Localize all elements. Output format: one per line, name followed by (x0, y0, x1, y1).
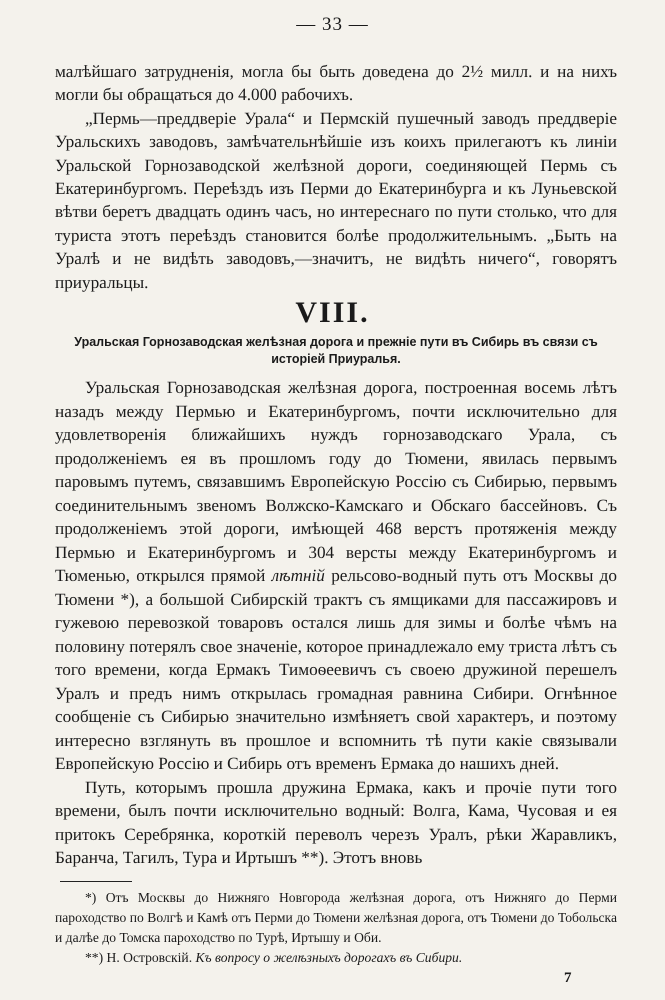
section-heading: VIII. (295, 296, 370, 329)
ermak-route-paragraph: Путь, которымъ прошла дружина Ермака, какъ и прочіе пути того времени, былъ почти исключительно водный: Волга, Кама, Чусовая и ея притокъ Серебрянка, короткій переволъ черезъ Уралъ, рѣки Жаравликъ, Баранча, Тагилъ, Тура и Иртышъ **). Этотъ вновь (55, 777, 617, 867)
intro-block (55, 60, 617, 294)
footnote-2-author: **) Н. Островскій. (85, 950, 193, 965)
railway-text-italic: лѣтній (271, 566, 325, 585)
railway-text-part2: рельсово-водный путь отъ Москвы до Тюмени *), а большой Сибирскій трактъ съ ямщиками для пассажировъ и гужевою перевозкой товаровъ остался лишь для зимы и болѣе чѣмъ на половину потерялъ свое значеніе, которое принадлежало ему триста лѣтъ съ того времени, когда Ермакъ Тимоѳеевичъ съ своею дружиной перешелъ Уралъ и предъ нимъ открылась громадная равнина Сибири. Огнѣнное сообщеніе съ Сибирью значительно измѣняетъ свой характеръ, и поэтому интересно взглянуть въ прошлое и вспомнить тѣ пути какіе связывали Европейскую Россію и Сибирь отъ временъ Ермака до нашихъ дней. (55, 566, 618, 773)
railway-paragraph (55, 376, 617, 776)
perm-paragraph: „Пермь—преддверіе Урала“ и Пермскій пушечный заводъ преддверіе Уральскихъ заводовъ, замѣчательнѣйшіе изъ коихъ прилегаютъ къ линіи Уральской Горнозаводской желѣзной дороги, соединяющей Пермь съ Екатеринбургомъ. Переѣздъ изъ Перми до Екатеринбурга и къ Луньевской вѣтви беретъ двадцать одинъ часъ, но интереснаго по пути столько, что для туриста этотъ переѣздъ становится болѣе продолжительнымъ. „Быть на Уралѣ и не видѣть заводовъ,—значитъ, не видѣть ничего“, говорятъ приуральцы. (55, 108, 617, 292)
continuation-paragraph: малѣйшаго затрудненія, могла бы быть доведена до 2½ милл. и на нихъ могли бы обращаться до 4.000 рабочихъ. (55, 62, 617, 105)
footnote-2-title: Къ вопросу о желѣзныхъ дорогахъ въ Сибири. (195, 950, 463, 965)
footnote-divider (60, 881, 132, 882)
page-number: — 33 — (296, 14, 369, 35)
footnotes (55, 888, 617, 968)
footnote-2 (55, 948, 617, 968)
printer-signature-mark: 7 (564, 970, 572, 986)
railway-text-part1: Уральская Горнозаводская желѣзная дорога, построенная восемь лѣтъ назадъ между Пермью и Екатеринбургомъ, почти исключительно для удовлетворенія ближайшихъ нуждъ горнозаводскаго Урала, съ продолженіемъ ея въ прошломъ году до Тюмени, явилась первымъ паровымъ путемъ, связавшимъ Европейскую Россію съ Сибирью, первымъ соединительнымъ звеномъ Волжско-Камскаго и Обскаго бассейновъ. Съ продолженіемъ этой дороги, имѣющей 468 верстъ протяженія между Пермью и Екатеринбургомъ и 304 версты между Екатеринбургомъ и Тюменью, открылся прямой (55, 378, 617, 585)
footnote-1: *) Отъ Москвы до Нижняго Новгорода желѣзная дорога, отъ Нижняго до Перми пароходство по Волгѣ и Камѣ отъ Перми до Тюмени желѣзная дорога, отъ Тюмени до Тобольска и далѣе до Томска пароходство по Турѣ, Иртышу и Оби. (55, 890, 617, 945)
main-text (55, 376, 617, 870)
section-subtitle: Уральская Горнозаводская желѣзная дорога и прежніе пути въ Сибирь въ связи съ исторіей Приуралья. (74, 335, 598, 366)
